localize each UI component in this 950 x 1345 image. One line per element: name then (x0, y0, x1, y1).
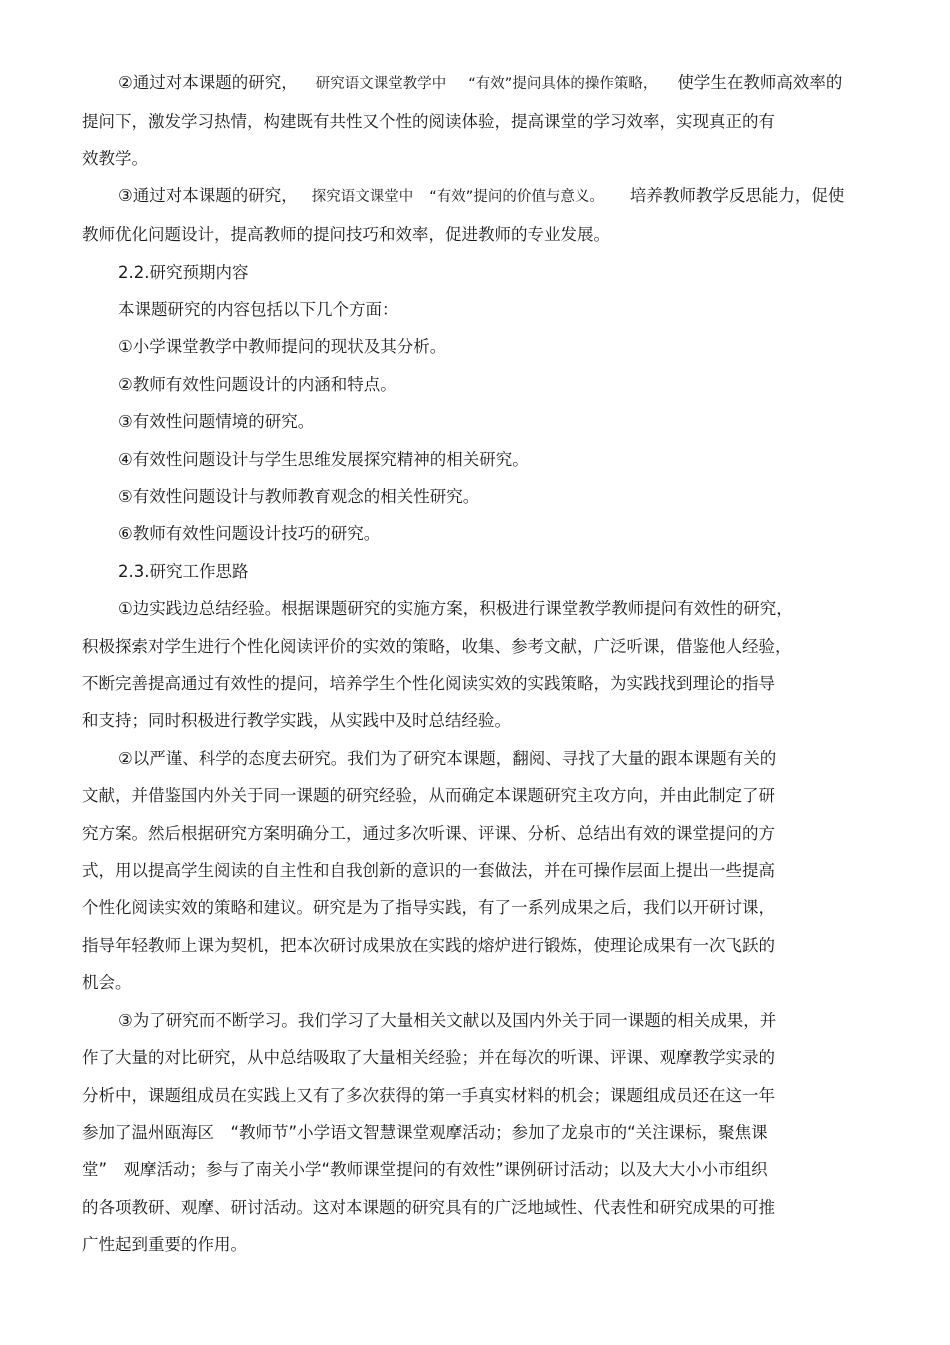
text-line: 教师优化问题设计，提高教师的提问技巧和效率，促进教师的专业发展。 (82, 225, 610, 244)
text-line: 广性起到重要的作用。 (82, 1235, 247, 1254)
text-line: 究方案。然后根据研究方案明确分工，通过多次听课、评课、分析、总结出有效的课堂提问的方 (82, 824, 775, 843)
text-line: 效教学。 (82, 149, 148, 168)
text-line (118, 72, 842, 94)
text-line (118, 185, 844, 207)
text-segment: 研究语文课堂教学中 (315, 76, 447, 92)
text-line: 提问下，激发学习热情，构建既有共性又个性的阅读体验，提高课堂的学习效率，实现真正的有 (82, 112, 775, 131)
text-line: 不断完善提高通过有效性的提问，培养学生个性化阅读实效的实践策略，为实践找到理论的指导 (82, 674, 775, 693)
text-line: 指导年轻教师上课为契机，把本次研讨成果放在实践的熔炉进行锻炼，使理论成果有一次飞跃的 (82, 936, 775, 955)
text-line: 的各项教研、观摩、研讨活动。这对本课题的研究具有的广泛地域性、代表性和研究成果的可推 (82, 1198, 775, 1217)
text-line: ①边实践边总结经验。根据课题研究的实施方案，积极进行课堂教学教师提问有效性的研究， (118, 599, 793, 618)
text-segment: 使学生在教师高效率的 (677, 73, 843, 92)
list-item: ⑤有效性问题设计与教师教育观念的相关性研究。 (118, 487, 480, 506)
text-line: 参加了温州瓯海区 “教师节”小学语文智慧课堂观摩活动；参加了龙泉市的“关注课标，聚焦课 (82, 1123, 768, 1142)
list-item: ①小学课堂教学中教师提问的现状及其分析。 (118, 337, 447, 356)
list-item: ③有效性问题情境的研究。 (118, 412, 315, 431)
text-segment: “有效”提问具体的操作策略， (468, 76, 658, 92)
text-segment: 探究语文课堂中 (311, 189, 414, 205)
text-line: 分析中，课题组成员在实践上又有了多次获得的第一手真实材料的机会；课题组成员还在这一年 (82, 1086, 775, 1105)
text-line: 堂” 观摩活动；参与了南关小学“教师课堂提问的有效性”课例研讨活动；以及大大小小市组织 (82, 1160, 768, 1179)
text-segment: 培养教师教学反思能力，促使 (629, 186, 845, 205)
text-line: ②以严谨、科学的态度去研究。我们为了研究本课题，翻阅、寻找了大量的跟本课题有关的 (118, 749, 777, 768)
text-line: 和支持；同时积极进行教学实践，从实践中及时总结经验。 (82, 711, 511, 730)
list-item: ②教师有效性问题设计的内涵和特点。 (118, 375, 397, 394)
list-item: ⑥教师有效性问题设计技巧的研究。 (118, 524, 381, 543)
text-line: 文献，并借鉴国内外关于同一课题的研究经验，从而确定本课题研究主攻方向，并由此制定了研 (82, 786, 775, 805)
text-segment: ③通过对本课题的研究， (118, 186, 298, 205)
text-line: 个性化阅读实效的策略和建议。研究是为了指导实践，有了一系列成果之后，我们以开研讨课， (82, 898, 775, 917)
text-line: 作了大量的对比研究，从中总结吸取了大量相关经验；并在每次的听课、评课、观摩教学实录的 (82, 1048, 775, 1067)
section-intro: 本课题研究的内容包括以下几个方面： (118, 300, 399, 319)
text-line: 机会。 (82, 973, 132, 992)
text-line: 积极探索对学生进行个性化阅读评价的实效的策略，收集、参考文献，广泛听课，借鉴他人经验， (82, 637, 792, 656)
list-item: ④有效性问题设计与学生思维发展探究精神的相关研究。 (118, 450, 529, 469)
text-line: 式，用以提高学生阅读的自主性和自我创新的意识的一套做法，并在可操作层面上提出一些提高 (82, 861, 775, 880)
section-heading: 2.3.研究工作思路 (118, 562, 249, 581)
text-segment: ②通过对本课题的研究， (118, 73, 298, 92)
text-line: ③为了研究而不断学习。我们学习了大量相关文献以及国内外关于同一课题的相关成果，并 (118, 1011, 777, 1030)
text-segment: “有效”提问的价值与意义。 (429, 189, 604, 205)
section-heading: 2.2.研究预期内容 (118, 263, 249, 282)
